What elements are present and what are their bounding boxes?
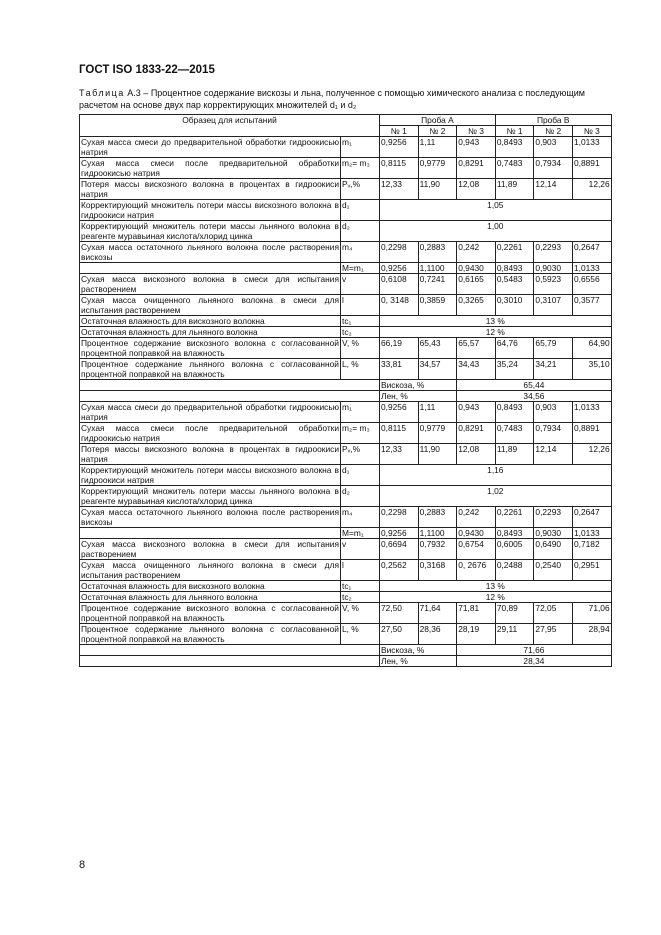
row-symbol: M=m₁ — [341, 263, 380, 274]
value-cell: 12,33 — [380, 179, 419, 200]
row-symbol: m₄ — [341, 507, 380, 528]
value-cell: 0,3265 — [457, 295, 496, 316]
value-cell: 28,36 — [418, 624, 457, 645]
result-value: 65,44 — [457, 380, 611, 391]
value-cell: 35,24 — [495, 359, 534, 380]
header-num: № 2 — [534, 126, 573, 137]
caption-prefix: Таблица — [79, 88, 125, 98]
row-symbol: m₂= m₃ — [341, 423, 380, 444]
value-cell: 0,8493 — [495, 137, 534, 158]
row-description: Процентное содержание вискозного волокна с согласованной процентной поправкой на влажность — [81, 603, 339, 623]
table-row — [80, 327, 612, 338]
row-symbol: m₁ — [341, 402, 380, 423]
value-cell: 0, 2676 — [457, 560, 496, 581]
row-description — [80, 528, 341, 539]
row-span-value: 13 % — [380, 316, 612, 327]
row-symbol: L, % — [341, 624, 380, 645]
value-cell: 0,7934 — [534, 423, 573, 444]
table-row — [80, 179, 612, 200]
value-cell: 71,06 — [573, 603, 612, 624]
table-row — [80, 200, 612, 221]
value-cell: 0,7182 — [573, 539, 612, 560]
value-cell: 0,7483 — [495, 423, 534, 444]
row-description: Сухая масса остаточного льняного волокна после растворения вискозы — [81, 507, 339, 527]
row-span-value: 1,16 — [380, 465, 612, 486]
value-cell: 0,8891 — [573, 423, 612, 444]
row-description: Корректирующий множитель потери массы льняного волокна в реагенте муравьиная кислота/хлорид цинка — [81, 486, 339, 506]
row-span-value: 1,00 — [380, 221, 612, 242]
table-row — [80, 423, 612, 444]
value-cell: 0,2488 — [495, 560, 534, 581]
row-description: Остаточная влажность для льняного волокна — [80, 592, 341, 603]
table-row — [80, 560, 612, 581]
value-cell: 34,21 — [534, 359, 573, 380]
value-cell: 0,2951 — [573, 560, 612, 581]
row-span-value: 12 % — [380, 327, 612, 338]
value-cell: 72,05 — [534, 603, 573, 624]
value-cell: 0,2293 — [534, 507, 573, 528]
value-cell: 0,2883 — [418, 507, 457, 528]
table-row — [80, 242, 612, 263]
table-row — [80, 380, 612, 391]
row-span-value: 1,02 — [380, 486, 612, 507]
row-symbol: d₁ — [341, 465, 380, 486]
row-description: Остаточная влажность для вискозного волокна — [80, 581, 341, 592]
header-num: № 2 — [418, 126, 457, 137]
row-symbol: tc₁ — [341, 581, 380, 592]
value-cell: 64,90 — [573, 338, 612, 359]
row-symbol: v — [341, 274, 380, 295]
blank-cell — [80, 645, 380, 656]
table-row — [80, 645, 612, 656]
row-symbol: d₁ — [341, 200, 380, 221]
row-symbol: tc₂ — [341, 592, 380, 603]
value-cell: 33,81 — [380, 359, 419, 380]
result-label: Лен, % — [380, 391, 457, 402]
row-description — [80, 263, 341, 274]
result-value: 71,66 — [457, 645, 611, 656]
row-description: Сухая масса смеси до предварительной обработки гидроокисью натрия — [81, 137, 339, 157]
table-row — [80, 221, 612, 242]
value-cell: 0,943 — [457, 402, 496, 423]
value-cell: 0,2647 — [573, 242, 612, 263]
value-cell: 28,19 — [457, 624, 496, 645]
value-cell: 1,1100 — [418, 528, 457, 539]
value-cell: 0,6694 — [380, 539, 419, 560]
value-cell: 0,2261 — [495, 242, 534, 263]
row-symbol: tc₂ — [341, 327, 380, 338]
row-description: Остаточная влажность для льняного волокна — [80, 327, 341, 338]
value-cell: 27,95 — [534, 624, 573, 645]
value-cell: 1,0133 — [573, 402, 612, 423]
value-cell: 34,57 — [418, 359, 457, 380]
row-symbol: V, % — [341, 338, 380, 359]
value-cell: 0,903 — [534, 402, 573, 423]
value-cell: 0,2883 — [418, 242, 457, 263]
value-cell: 0,9256 — [380, 137, 419, 158]
document-header: ГОСТ ISO 1833-22—2015 — [79, 64, 215, 76]
blank-cell — [80, 656, 380, 667]
value-cell: 29,11 — [495, 624, 534, 645]
value-cell: 0,9030 — [534, 528, 573, 539]
value-cell: 0,9430 — [457, 263, 496, 274]
row-symbol: Pᵥ,% — [341, 179, 380, 200]
row-symbol: tc₁ — [341, 316, 380, 327]
table-row — [80, 581, 612, 592]
header-num: № 3 — [573, 126, 612, 137]
result-value: 34,56 — [457, 391, 611, 402]
value-cell: 12,08 — [457, 179, 496, 200]
value-cell: 71,64 — [418, 603, 457, 624]
value-cell: 0,8493 — [495, 263, 534, 274]
header-proba-a: Проба А — [380, 115, 496, 126]
row-description: Сухая масса вискозного волокна в смеси для испытания растворением — [81, 539, 339, 559]
value-cell: 0,6108 — [380, 274, 419, 295]
value-cell: 0,9256 — [380, 402, 419, 423]
table-row — [80, 402, 612, 423]
row-symbol: d₂ — [341, 486, 380, 507]
value-cell: 0,9030 — [534, 263, 573, 274]
table-row — [80, 656, 612, 667]
row-span-value: 13 % — [380, 581, 612, 592]
row-description: Корректирующий множитель потери массы льняного волокна в реагенте муравьиная кислота/хлорид цинка — [81, 221, 339, 241]
value-cell: 65,43 — [418, 338, 457, 359]
table-row — [80, 263, 612, 274]
row-description: Сухая масса остаточного льняного волокна после растворения вискозы — [81, 242, 339, 262]
header-num: № 1 — [495, 126, 534, 137]
value-cell: 0,3010 — [495, 295, 534, 316]
row-description: Процентное содержание льняного волокна с согласованной процентной поправкой на влажность — [81, 624, 339, 644]
value-cell: 0,9256 — [380, 528, 419, 539]
value-cell: 12,26 — [573, 179, 612, 200]
value-cell: 34,43 — [457, 359, 496, 380]
row-symbol: l — [341, 295, 380, 316]
value-cell: 0,8291 — [457, 158, 496, 179]
value-cell: 0,6754 — [457, 539, 496, 560]
header-num: № 3 — [457, 126, 496, 137]
value-cell: 0,2298 — [380, 507, 419, 528]
row-description: Сухая масса очищенного льняного волокна в смеси для испытания растворением — [81, 295, 339, 315]
value-cell: 0,7483 — [495, 158, 534, 179]
value-cell: 12,26 — [573, 444, 612, 465]
table-row — [80, 603, 612, 624]
table-body — [80, 137, 612, 667]
value-cell: 1,0133 — [573, 263, 612, 274]
value-cell: 71,81 — [457, 603, 496, 624]
row-symbol: M=m₁ — [341, 528, 380, 539]
value-cell: 35,10 — [573, 359, 612, 380]
value-cell: 0,7932 — [418, 539, 457, 560]
table-row — [80, 624, 612, 645]
row-description: Процентное содержание льняного волокна с согласованной процентной поправкой на влажность — [81, 359, 339, 379]
row-description: Потеря массы вискозного волокна в процентах в гидроокиси натрия — [81, 179, 339, 199]
value-cell: 1,0133 — [573, 137, 612, 158]
value-cell: 1,0133 — [573, 528, 612, 539]
blank-cell — [80, 380, 380, 391]
value-cell: 0,3107 — [534, 295, 573, 316]
table-row — [80, 539, 612, 560]
row-description: Сухая масса очищенного льняного волокна в смеси для испытания растворением — [81, 560, 339, 580]
value-cell: 0,8115 — [380, 423, 419, 444]
value-cell: 0,9256 — [380, 263, 419, 274]
table-row — [80, 359, 612, 380]
row-symbol: m₄ — [341, 242, 380, 263]
result-value: 28,34 — [457, 656, 611, 667]
value-cell: 27,50 — [380, 624, 419, 645]
value-cell: 12,14 — [534, 444, 573, 465]
table-row — [80, 274, 612, 295]
value-cell: 0,3859 — [418, 295, 457, 316]
value-cell: 0,943 — [457, 137, 496, 158]
value-cell: 0,8291 — [457, 423, 496, 444]
value-cell: 0,9779 — [418, 158, 457, 179]
value-cell: 0,6490 — [534, 539, 573, 560]
header-num: № 1 — [380, 126, 419, 137]
row-symbol: V, % — [341, 603, 380, 624]
table-row — [80, 391, 612, 402]
value-cell: 70,89 — [495, 603, 534, 624]
value-cell: 0, 3148 — [380, 295, 419, 316]
table-caption — [79, 88, 611, 111]
value-cell: 28,94 — [573, 624, 612, 645]
table-row — [80, 528, 612, 539]
value-cell: 72,50 — [380, 603, 419, 624]
table-row — [80, 444, 612, 465]
row-description: Остаточная влажность для вискозного волокна — [80, 316, 341, 327]
header-proba-b: Проба В — [495, 115, 611, 126]
value-cell: 0,2261 — [495, 507, 534, 528]
table-row — [80, 486, 612, 507]
result-label: Вискоза, % — [380, 380, 457, 391]
result-label: Лен, % — [380, 656, 457, 667]
value-cell: 11,89 — [495, 444, 534, 465]
value-cell: 0,7934 — [534, 158, 573, 179]
row-description: Процентное содержание вискозного волокна с согласованной процентной поправкой на влажность — [81, 338, 339, 358]
row-symbol: d₂ — [341, 221, 380, 242]
value-cell: 0,242 — [457, 242, 496, 263]
value-cell: 0,903 — [534, 137, 573, 158]
value-cell: 0,5923 — [534, 274, 573, 295]
value-cell: 0,6005 — [495, 539, 534, 560]
value-cell: 1,11 — [418, 402, 457, 423]
value-cell: 65,57 — [457, 338, 496, 359]
table-row — [80, 507, 612, 528]
value-cell: 0,2647 — [573, 507, 612, 528]
value-cell: 66,19 — [380, 338, 419, 359]
value-cell: 0,3168 — [418, 560, 457, 581]
row-description: Сухая масса смеси после предварительной обработки гидроокисью натрия — [81, 158, 339, 178]
row-symbol: L, % — [341, 359, 380, 380]
row-span-value: 1,05 — [380, 200, 612, 221]
row-description: Сухая масса вискозного волокна в смеси для испытания растворением — [81, 274, 339, 294]
value-cell: 0,9430 — [457, 528, 496, 539]
row-description: Корректирующий множитель потери массы вискозного волокна в гидроокиси натрия — [81, 465, 339, 485]
row-symbol: m₂= m₃ — [341, 158, 380, 179]
header-sample: Образец для испытаний — [80, 115, 380, 137]
value-cell: 1,11 — [418, 137, 457, 158]
table-row — [80, 592, 612, 603]
value-cell: 0,2540 — [534, 560, 573, 581]
row-symbol: l — [341, 560, 380, 581]
row-description: Корректирующий множитель потери массы вискозного волокна в гидроокиси натрия — [81, 200, 339, 220]
table-row — [80, 465, 612, 486]
value-cell: 65,79 — [534, 338, 573, 359]
row-symbol: Pᵥ,% — [341, 444, 380, 465]
value-cell: 1,1100 — [418, 263, 457, 274]
value-cell: 0,7241 — [418, 274, 457, 295]
value-cell: 11,89 — [495, 179, 534, 200]
value-cell: 0,6165 — [457, 274, 496, 295]
value-cell: 12,33 — [380, 444, 419, 465]
value-cell: 0,2298 — [380, 242, 419, 263]
data-table — [79, 114, 612, 667]
value-cell: 12,14 — [534, 179, 573, 200]
row-symbol: m₁ — [341, 137, 380, 158]
value-cell: 64,76 — [495, 338, 534, 359]
value-cell: 0,8493 — [495, 402, 534, 423]
result-label: Вискоза, % — [380, 645, 457, 656]
caption-text: А.3 – Процентное содержание вискозы и льна, полученное с помощью химического анализа с последующим расчетом на основе двух пар корректирующих множителей d₁ и d₂ — [79, 88, 585, 110]
page-number: 8 — [79, 859, 86, 871]
value-cell: 0,3577 — [573, 295, 612, 316]
row-span-value: 12 % — [380, 592, 612, 603]
value-cell: 0,6556 — [573, 274, 612, 295]
row-description: Сухая масса смеси до предварительной обработки гидроокисью натрия — [81, 402, 339, 422]
blank-cell — [80, 391, 380, 402]
row-symbol: v — [341, 539, 380, 560]
value-cell: 0,242 — [457, 507, 496, 528]
table-row — [80, 338, 612, 359]
table-row — [80, 158, 612, 179]
value-cell: 0,8493 — [495, 528, 534, 539]
value-cell: 0,8115 — [380, 158, 419, 179]
value-cell: 0,9779 — [418, 423, 457, 444]
row-description: Потеря массы вискозного волокна в процентах в гидроокиси натрия — [81, 444, 339, 464]
table-row — [80, 316, 612, 327]
value-cell: 12,08 — [457, 444, 496, 465]
table-row — [80, 295, 612, 316]
row-description: Сухая масса смеси после предварительной обработки гидроокисью натрия — [81, 423, 339, 443]
value-cell: 0,2562 — [380, 560, 419, 581]
value-cell: 11,90 — [418, 444, 457, 465]
value-cell: 0,2293 — [534, 242, 573, 263]
table-row — [80, 137, 612, 158]
value-cell: 0,8891 — [573, 158, 612, 179]
value-cell: 11,90 — [418, 179, 457, 200]
value-cell: 0,5483 — [495, 274, 534, 295]
